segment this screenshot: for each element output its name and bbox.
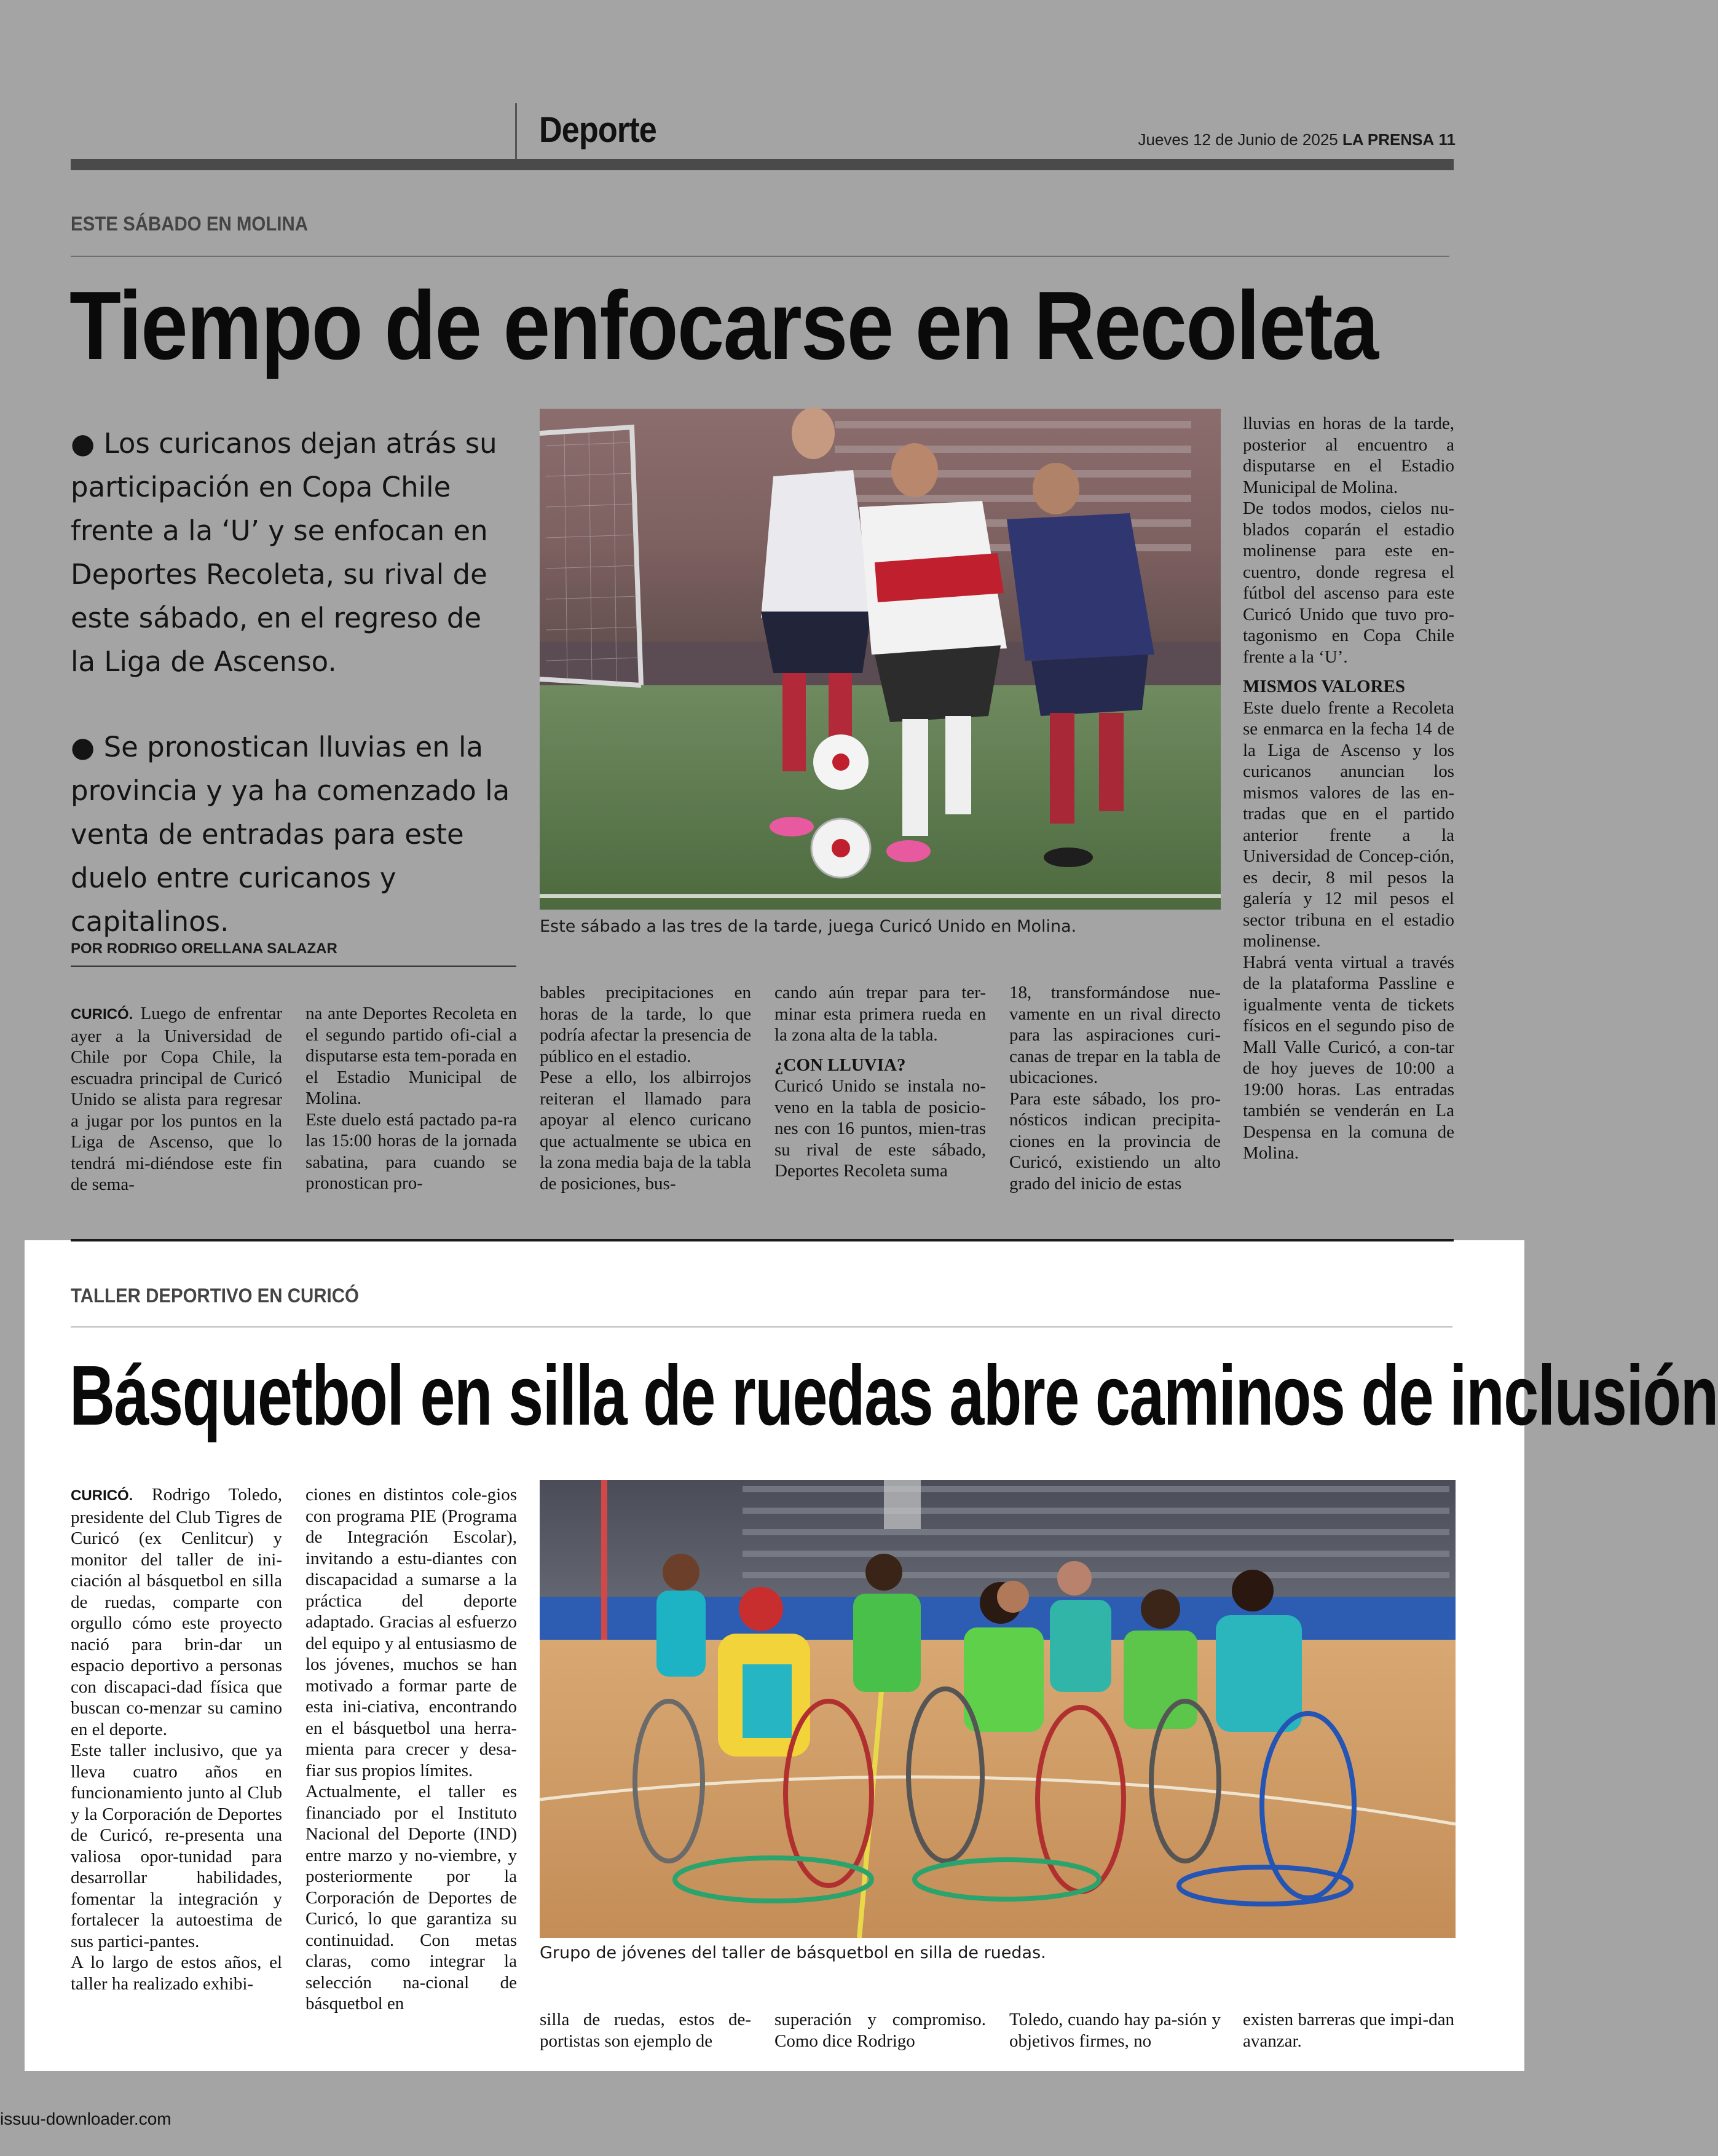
article1-headline: Tiempo de enfocarse en Recoleta <box>69 272 1378 380</box>
byline-rule <box>71 966 516 967</box>
issue-date: Jueves 12 de Junio de 2025 <box>1138 130 1338 149</box>
header-divider <box>515 103 517 160</box>
article1-bullet-1: ● Los curicanos dejan atrás su participación en Copa Chile frente a la ‘U’ y se enfocan en Deportes Recoleta, su rival de este sábado, en el regreso de la Liga de Ascenso. <box>71 427 497 678</box>
basketball-photo <box>540 1480 1456 1938</box>
dateline-lead: CURICÓ. <box>71 1487 133 1504</box>
dateline <box>1138 130 1456 149</box>
subheading-mismos-valores: MISMOS VALORES <box>1243 677 1406 696</box>
source-watermark: issuu-downloader.com <box>0 2109 171 2128</box>
article2-column-2: ciones en distintos cole-gios con programa PIE (Programa de Integración Escolar), invitando a estu-diantes con discapacidad a sumarse a la práctica del deporte adaptado. Gracias al esfuerzo del equipo y al entusiasmo de los jóvenes, muchos se han motivado a formar parte de esta ini-ciativa, encontrando en el básquetbol una herra-mienta para crecer y desa-fiar sus propios límites. Actualmente, el taller es financiado por el Instituto Nacional del Deporte (IND) entre marzo y no-viembre, y posteriormente por la Corporación de Deportes de Curicó, lo que garantiza su continuidad. Con metas claras, como integrar la selección na-cional de básquetbol en <box>305 1485 517 2013</box>
article1-column-2: na ante Deportes Recoleta en el segundo partido ofi-cial a disputarse esta tem-porada en el Estadio Municipal de Molina. Este duelo está pactado pa-ra las 15:00 horas de la jornada sabatina, para cuando se pronostican pro- <box>305 1004 517 1193</box>
page-number: 11 <box>1438 130 1456 149</box>
article1-column-6: lluvias en horas de la tarde, posterior al encuentro a disputarse en el Estadio Municipal de Molina. De todos modos, cielos nu-blados coparán el estadio molinense para este en-cuentro, donde regresa el fútbol del ascenso para este Curicó Unido que tuvo pro-tagonismo en Copa Chile frente a la ‘U’. MISMOS VALORES Este duelo frente a Recoleta se enmarca en la fecha 14 de la Liga de Ascenso y los curicanos anuncian los mismos valores de las en-tradas que en el partido anterior frente a la Universidad de Concep-ción, es decir, 8 mil pesos la galería y 12 mil pesos el sector tribuna en el estadio molinense. Habrá venta virtual a través de la plataforma Passline e igualmente venta de tickets físicos en el segundo piso de Mall Valle Curicó, a con-tar de hoy jueves de 10:00 a 19:00 horas. Las entradas también se venderán en La Despensa en la comuna de Molina. <box>1243 414 1454 1163</box>
article2-column-3: silla de ruedas, estos de-portistas son ejemplo de <box>540 2010 751 2051</box>
article2-column-6: existen barreras que impi-dan avanzar. <box>1243 2010 1454 2051</box>
article1-column-1: CURICÓ. Luego de enfrentar ayer a la Universidad de Chile por Copa Chile, la escuadra principal de Curicó Unido se alista para regresar a jugar por los puntos en la Liga de Ascenso, que lo tendrá mi-diéndose este fin de sema- <box>71 1004 282 1194</box>
article2-top-rule <box>71 1239 1454 1241</box>
article1-column-3: bables precipitaciones en horas de la tarde, lo que podría afectar la presencia de público en el estadio. Pese a ello, los albirrojos reiteran el llamado para apoyar al elenco curicano que actualmente se ubica en la zona media baja de la tabla de posiciones, bus- <box>540 983 751 1194</box>
football-photo-caption: Este sábado a las tres de la tarde, juega Curicó Unido en Molina. <box>540 917 1077 936</box>
section-title: Deporte <box>539 110 656 150</box>
header-bar <box>71 159 1454 170</box>
article2-column-1: CURICÓ. Rodrigo Toledo, presidente del Club Tigres de Curicó (ex Cenlitcur) y monitor del taller de ini-ciación al básquetbol en silla de ruedas, comparte con orgullo cómo este proyecto nació para brin-dar un espacio deportivo a personas con discapaci-dad física que buscan co-menzar su camino en el deporte. Este taller inclusivo, que ya lleva cuatro años en funcionamiento junto al Club y la Corporación de Deportes de Curicó, re-presenta una valiosa opor-tunidad para desarrollar habilidades, fomentar la integración y fortalecer la autoestima de sus partici-pantes. A lo largo de estos años, el taller ha realizado exhibi- <box>71 1485 282 1994</box>
dateline-lead: CURICÓ. <box>71 1006 133 1023</box>
article2-kicker: TALLER DEPORTIVO EN CURICÓ <box>71 1285 359 1307</box>
article2-kicker-rule <box>71 1326 1452 1328</box>
paper-name: LA PRENSA <box>1342 130 1435 149</box>
article1-kicker: ESTE SÁBADO EN MOLINA <box>71 213 309 235</box>
article2-headline: Básquetbol en silla de ruedas abre caminos de inclusión <box>69 1348 1718 1443</box>
byline: POR RODRIGO ORELLANA SALAZAR <box>71 940 337 957</box>
article1-bullet-2: ● Se pronostican lluvias en la provincia y ya ha comenzado la venta de entradas para este duelo entre curicanos y capitalinos. <box>71 731 510 938</box>
bullet-icon: ● <box>71 731 95 763</box>
article1-column-4: cando aún trepar para ter-minar esta primera rueda en la zona alta de la tabla. ¿CON LLUVIA? Curicó Unido se instala no-veno en la tabla de posicio-nes con 16 puntos, mien-tras su rival de este sábado, Deportes Recoleta suma <box>774 983 986 1181</box>
article1-column-5: 18, transformándose nue-vamente en un rival directo para las aspiraciones curi-canas de trepar en la tabla de ubicaciones. Para este sábado, los pro-nósticos indican precipita-ciones en la provincia de Curicó, existiendo un alto grado del inicio de estas <box>1009 983 1221 1194</box>
kicker-rule <box>71 256 1449 257</box>
basketball-photo-caption: Grupo de jóvenes del taller de básquetbol en silla de ruedas. <box>540 1943 1046 1962</box>
subheading-con-lluvia: ¿CON LLUVIA? <box>774 1055 906 1075</box>
article2-column-4: superación y compromiso. Como dice Rodrigo <box>774 2010 986 2051</box>
article2-column-5: Toledo, cuando hay pa-sión y objetivos firmes, no <box>1009 2010 1221 2051</box>
bullet-icon: ● <box>71 427 95 460</box>
football-photo <box>540 409 1221 910</box>
